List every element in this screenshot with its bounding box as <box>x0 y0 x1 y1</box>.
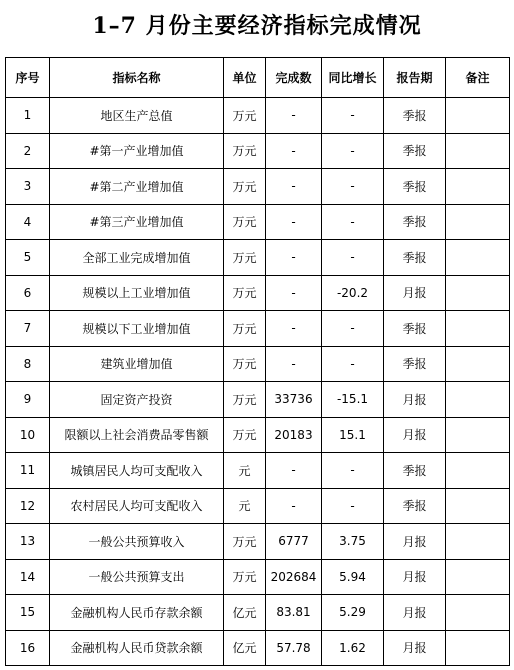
cell-done: 57.78 <box>266 630 322 666</box>
cell-no: 6 <box>6 275 50 311</box>
cell-note <box>446 169 510 205</box>
cell-done: - <box>266 240 322 276</box>
cell-unit: 万元 <box>224 311 266 347</box>
cell-no: 16 <box>6 630 50 666</box>
cell-growth: - <box>322 169 384 205</box>
cell-done: - <box>266 204 322 240</box>
cell-no: 7 <box>6 311 50 347</box>
cell-no: 14 <box>6 559 50 595</box>
cell-unit: 亿元 <box>224 595 266 631</box>
cell-no: 11 <box>6 453 50 489</box>
cell-name: #第一产业增加值 <box>50 133 224 169</box>
cell-done: - <box>266 346 322 382</box>
cell-period: 月报 <box>384 417 446 453</box>
table-row <box>6 275 510 311</box>
table-row <box>6 98 510 134</box>
cell-done: - <box>266 488 322 524</box>
cell-name: #第三产业增加值 <box>50 204 224 240</box>
cell-name: 限额以上社会消费品零售额 <box>50 417 224 453</box>
cell-name: #第二产业增加值 <box>50 169 224 205</box>
header-note: 备注 <box>446 58 510 98</box>
cell-note <box>446 98 510 134</box>
cell-note <box>446 595 510 631</box>
table-row <box>6 559 510 595</box>
table-row <box>6 595 510 631</box>
cell-period: 季报 <box>384 169 446 205</box>
cell-unit: 元 <box>224 453 266 489</box>
cell-note <box>446 453 510 489</box>
cell-no: 8 <box>6 346 50 382</box>
cell-note <box>446 559 510 595</box>
cell-no: 4 <box>6 204 50 240</box>
cell-done: 33736 <box>266 382 322 418</box>
cell-growth: - <box>322 346 384 382</box>
cell-note <box>446 630 510 666</box>
cell-note <box>446 524 510 560</box>
cell-growth: -15.1 <box>322 382 384 418</box>
cell-growth: - <box>322 98 384 134</box>
cell-period: 季报 <box>384 453 446 489</box>
cell-no: 3 <box>6 169 50 205</box>
cell-note <box>446 240 510 276</box>
cell-period: 月报 <box>384 630 446 666</box>
cell-name: 规模以下工业增加值 <box>50 311 224 347</box>
cell-growth: 5.94 <box>322 559 384 595</box>
cell-growth: - <box>322 204 384 240</box>
page-title: 1–7 月份主要经济指标完成情况 <box>92 13 422 39</box>
cell-unit: 万元 <box>224 524 266 560</box>
cell-no: 15 <box>6 595 50 631</box>
table-header-row <box>6 58 510 98</box>
cell-done: - <box>266 98 322 134</box>
cell-no: 2 <box>6 133 50 169</box>
cell-done: 6777 <box>266 524 322 560</box>
cell-done: 83.81 <box>266 595 322 631</box>
table-row <box>6 453 510 489</box>
cell-done: - <box>266 133 322 169</box>
cell-period: 月报 <box>384 524 446 560</box>
cell-period: 季报 <box>384 346 446 382</box>
cell-unit: 亿元 <box>224 630 266 666</box>
table-row <box>6 240 510 276</box>
cell-unit: 万元 <box>224 204 266 240</box>
cell-growth: - <box>322 133 384 169</box>
cell-period: 季报 <box>384 311 446 347</box>
table-row <box>6 346 510 382</box>
cell-name: 固定资产投资 <box>50 382 224 418</box>
cell-name: 一般公共预算支出 <box>50 559 224 595</box>
cell-no: 13 <box>6 524 50 560</box>
cell-name: 金融机构人民币存款余额 <box>50 595 224 631</box>
table-row <box>6 488 510 524</box>
cell-growth: 1.62 <box>322 630 384 666</box>
cell-period: 月报 <box>384 275 446 311</box>
cell-unit: 万元 <box>224 417 266 453</box>
header-no: 序号 <box>6 58 50 98</box>
indicator-table <box>5 57 510 666</box>
cell-done: 20183 <box>266 417 322 453</box>
cell-no: 12 <box>6 488 50 524</box>
cell-no: 10 <box>6 417 50 453</box>
table-row <box>6 630 510 666</box>
cell-growth: - <box>322 453 384 489</box>
header-unit: 单位 <box>224 58 266 98</box>
cell-growth: - <box>322 240 384 276</box>
cell-growth: 5.29 <box>322 595 384 631</box>
cell-period: 季报 <box>384 204 446 240</box>
cell-period: 月报 <box>384 559 446 595</box>
header-growth: 同比增长 <box>322 58 384 98</box>
table-row <box>6 204 510 240</box>
cell-no: 9 <box>6 382 50 418</box>
cell-period: 月报 <box>384 382 446 418</box>
cell-note <box>446 382 510 418</box>
cell-period: 季报 <box>384 98 446 134</box>
header-period: 报告期 <box>384 58 446 98</box>
cell-name: 金融机构人民币贷款余额 <box>50 630 224 666</box>
table-body <box>6 98 510 666</box>
cell-unit: 元 <box>224 488 266 524</box>
cell-name: 地区生产总值 <box>50 98 224 134</box>
cell-note <box>446 133 510 169</box>
cell-unit: 万元 <box>224 275 266 311</box>
cell-period: 季报 <box>384 133 446 169</box>
cell-no: 5 <box>6 240 50 276</box>
cell-done: 202684 <box>266 559 322 595</box>
table-row <box>6 169 510 205</box>
cell-done: - <box>266 275 322 311</box>
cell-unit: 万元 <box>224 133 266 169</box>
cell-period: 季报 <box>384 240 446 276</box>
cell-unit: 万元 <box>224 98 266 134</box>
cell-name: 规模以上工业增加值 <box>50 275 224 311</box>
cell-name: 一般公共预算收入 <box>50 524 224 560</box>
header-name: 指标名称 <box>50 58 224 98</box>
cell-no: 1 <box>6 98 50 134</box>
cell-unit: 万元 <box>224 346 266 382</box>
cell-unit: 万元 <box>224 169 266 205</box>
cell-note <box>446 417 510 453</box>
cell-note <box>446 275 510 311</box>
cell-name: 农村居民人均可支配收入 <box>50 488 224 524</box>
cell-growth: 15.1 <box>322 417 384 453</box>
table-row <box>6 524 510 560</box>
cell-period: 月报 <box>384 595 446 631</box>
cell-unit: 万元 <box>224 559 266 595</box>
table-row <box>6 133 510 169</box>
cell-growth: 3.75 <box>322 524 384 560</box>
table-row <box>6 417 510 453</box>
cell-unit: 万元 <box>224 240 266 276</box>
cell-growth: - <box>322 311 384 347</box>
cell-unit: 万元 <box>224 382 266 418</box>
cell-name: 全部工业完成增加值 <box>50 240 224 276</box>
cell-growth: - <box>322 488 384 524</box>
cell-done: - <box>266 311 322 347</box>
table-row <box>6 311 510 347</box>
cell-note <box>446 346 510 382</box>
cell-name: 建筑业增加值 <box>50 346 224 382</box>
cell-growth: -20.2 <box>322 275 384 311</box>
cell-note <box>446 204 510 240</box>
cell-period: 季报 <box>384 488 446 524</box>
cell-note <box>446 488 510 524</box>
header-done: 完成数 <box>266 58 322 98</box>
cell-done: - <box>266 169 322 205</box>
table-row <box>6 382 510 418</box>
cell-done: - <box>266 453 322 489</box>
cell-name: 城镇居民人均可支配收入 <box>50 453 224 489</box>
cell-note <box>446 311 510 347</box>
